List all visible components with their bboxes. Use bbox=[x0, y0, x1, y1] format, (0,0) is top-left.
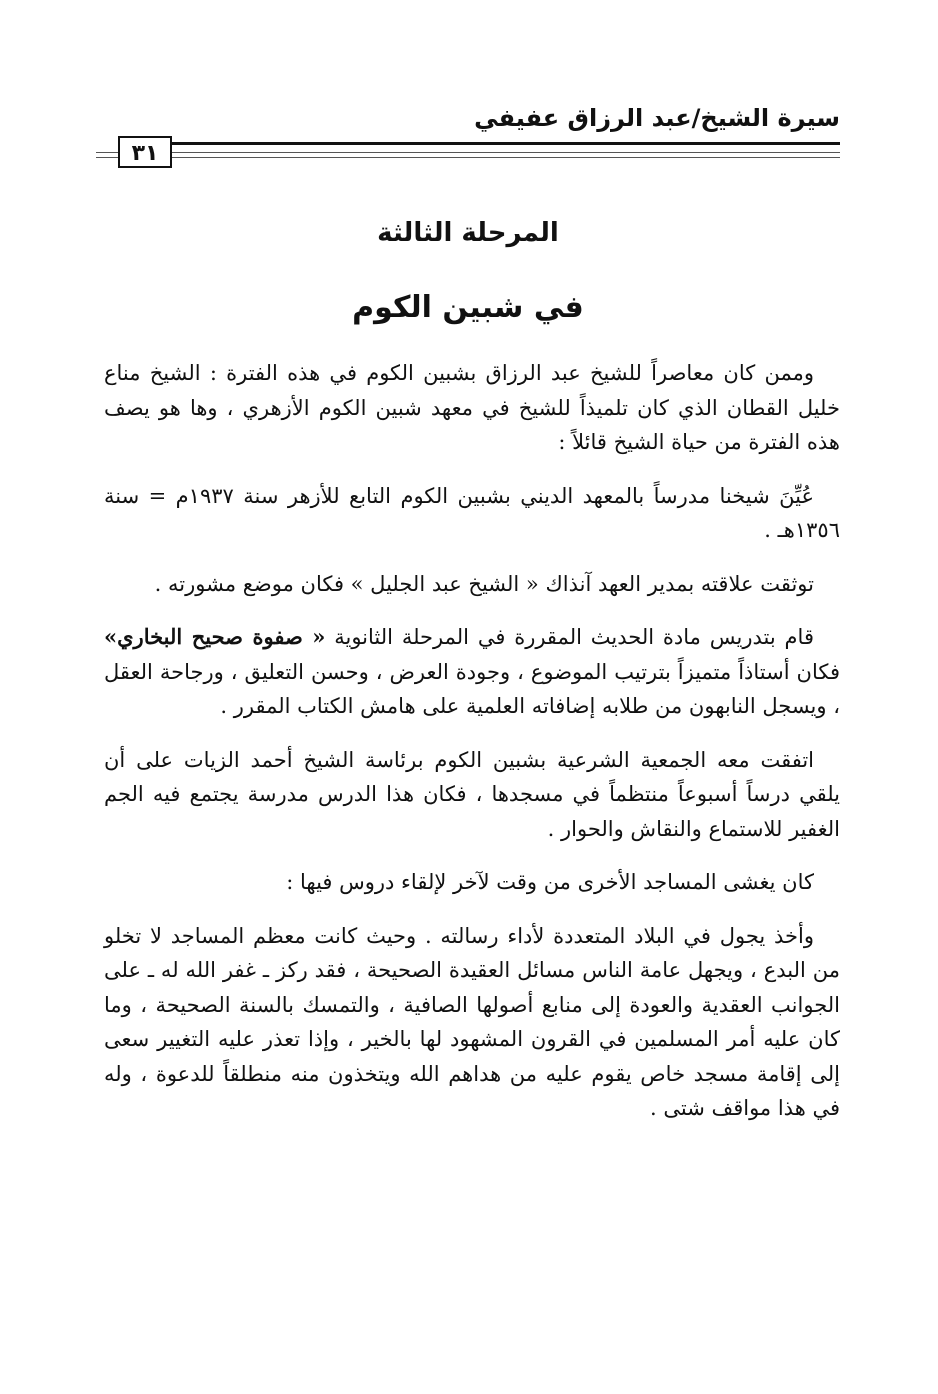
header-rule-thick bbox=[172, 142, 840, 145]
paragraph-7: وأخذ يجول في البلاد المتعددة لأداء رسالته . وحيث كانت معظم المساجد لا تخلو من البدع ، ويجهل عامة الناس مسائل العقيدة الصحيحة ، فقد ركز ـ غفر الله له ـ على الجوانب العقدية والعودة إلى منابع أصولها الصافية ، والتمسك بالسنة الصحيحة ، وما كان عليه أمر المسلمين في القرون المشهود لها بالخير ، وإذا تعذر عليه التغيير سعى إلى إقامة مسجد خاص يقوم عليه من هداهم الله ويتخذون منه منطلقاً للدعوة ، وله في هذا مواقف شتى . bbox=[104, 923, 840, 1120]
paragraph-4-before: قام بتدريس مادة الحديث المقررة في المرحلة الثانوية bbox=[325, 625, 814, 649]
header-rule-thin-left bbox=[96, 152, 118, 158]
body-text bbox=[104, 356, 840, 1126]
header-rule-thin-right bbox=[172, 152, 840, 158]
paragraph-3: توثقت علاقته بمدير العهد آنذاك « الشيخ عبد الجليل » فكان موضع مشورته . bbox=[154, 571, 814, 596]
chapter-title: المرحلة الثالثة bbox=[377, 218, 559, 248]
paragraph-6: كان يغشى المساجد الأخرى من وقت لآخر لإلقاء دروس فيها : bbox=[286, 870, 814, 894]
paragraph-4-after: فكان أستاذاً متميزاً بترتيب الموضوع ، وجودة العرض ، وحسن التعليق ، ورجاحة العقل ، ويسجل النابهون من طلابه إضافاته العلمية على هامش الكتاب المقرر . bbox=[104, 659, 840, 718]
page-number-box: ٣١ bbox=[118, 136, 172, 168]
chapter-subtitle: في شبين الكوم bbox=[352, 290, 584, 325]
running-header-title: سيرة الشيخ/عبد الرزاق عفيفي bbox=[474, 104, 840, 132]
paragraph-5: اتفقت معه الجمعية الشرعية بشبين الكوم برئاسة الشيخ أحمد الزيات على أن يلقي درساً أسبوعاً منتظماً في مسجدها ، فكان هذا الدرس مدرسة يجتمع فيه الجم الغفير للاستماع والنقاش والحوار . bbox=[104, 747, 840, 841]
paragraph-2: عُيِّنَ شيخنا مدرساً بالمعهد الديني بشبين الكوم التابع للأزهر سنة ١٩٣٧م = سنة ١٣٥٦هـ . bbox=[104, 483, 840, 542]
paragraph-1: وممن كان معاصراً للشيخ عبد الرزاق بشبين الكوم في هذه الفترة : الشيخ مناع خليل القطان الذي كان تلميذاً للشيخ في معهد شبين الكوم الأزهري ، وها هو يصف هذه الفترة من حياة الشيخ قائلاً : bbox=[104, 361, 840, 454]
book-title-bold: « صفوة صحيح البخاري» bbox=[104, 624, 326, 649]
paragraph-4 bbox=[104, 620, 840, 724]
